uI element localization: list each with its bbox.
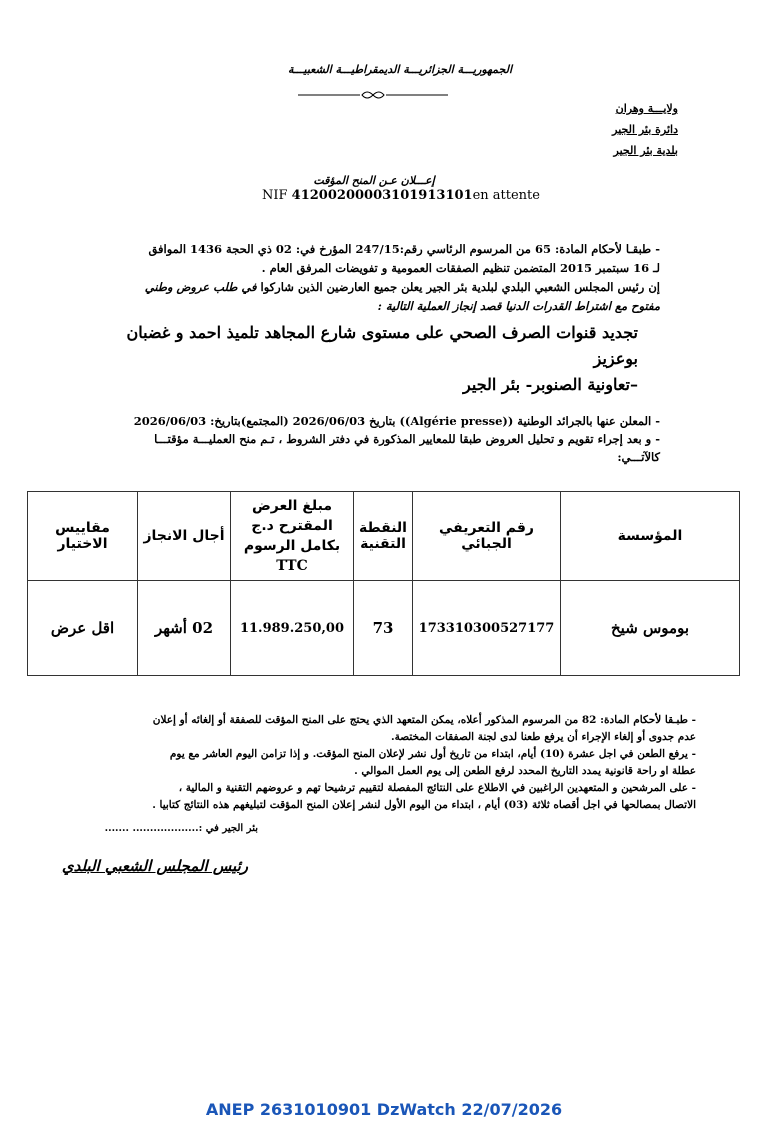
notes-section — [56, 712, 696, 814]
administrative-header — [612, 98, 678, 161]
nif-line — [262, 188, 540, 203]
announcement-paragraph — [60, 412, 660, 466]
republic-header: الجمهوريـــة الجزائريـــة الديمقراطيـــة الشعبيـــة — [287, 63, 513, 76]
announce-line-2: - و بعد إجراء تقويم و تحليل العروض طبقا للمعايير المذكورة في دفتر الشروط ، تـم منح العمليـــة مؤقتـــا — [154, 432, 660, 446]
note-1-line-1: - طبـقا لأحكام المادة: 82 من المرسوم المذكور أعلاه، يمكن المتعهد الذي يحتج على المنح المؤقت للصفقة أو إلغائه أو إعلان — [152, 714, 696, 726]
nif-number: 41200200003101913101 — [291, 188, 473, 203]
table-row — [28, 581, 740, 676]
intro-line-1: - طبقـا لأحكام المادة: 65 من المرسوم الرئاسي رقم:247/15 المؤرخ في: 02 ذي الحجة 1436 الموافق — [148, 242, 660, 256]
header-amount-ttc: TTC — [276, 558, 308, 574]
ornamental-divider — [298, 88, 448, 102]
document-title: إعـــلان عـن المنح المؤقت — [313, 174, 435, 187]
nif-prefix: NIF — [262, 188, 292, 203]
intro-line-4: مفتوح مع اشتراط القدرات الدنيا قصد إنجاز العملية التالية : — [377, 299, 660, 313]
note-1-line-2: عدم جدوى أو إلغاء الإجراء أن يرفع طعنا لدى لجنة الصفقات المختصة. — [390, 731, 696, 743]
header-tax-id: رقم التعريفي الجبائي — [413, 492, 561, 581]
project-line-1: تجديد قنوات الصرف الصحي على مستوى شارع المجاهد تلميذ احمد و غضبان بوعزيز — [126, 323, 638, 368]
cell-company: بوموس شيخ — [561, 581, 740, 676]
intro-line-3-italic: في طلب عروض وطني — [144, 280, 257, 294]
award-table — [27, 491, 740, 676]
header-amount — [231, 492, 354, 581]
place-date-line: بئر الجير في :................... ....... — [104, 823, 258, 834]
note-2-line-2: عطلة او راحة قانونية يمدد التاريخ المحدد لرفع الطعن إلى يوم العمل الموالي . — [354, 765, 696, 777]
wilaya-line: ولايـــة وهران — [615, 102, 678, 115]
intro-paragraph — [100, 240, 660, 316]
intro-line-2: لـ 16 سبتمبر 2015 المتضمن تنظيم الصفقات العمومية و تفويضات المرفق العام . — [261, 261, 660, 275]
intro-line-3 — [100, 278, 660, 297]
announce-line-3: كالآتـــي: — [617, 450, 660, 464]
note-2-line-1: - يرفع الطعن في اجل عشرة (10) أيام، ابتداء من تاريخ أول نشر لإعلان المنح المؤقت. و إذا تزامن اليوم العاشر مع يوم — [169, 748, 696, 760]
header-tech-score: النقطة التقنية — [354, 492, 413, 581]
cell-tech-score: 73 — [354, 581, 413, 676]
nif-suffix: en attente — [472, 188, 540, 203]
cell-duration: 02 أشهر — [138, 581, 231, 676]
daira-line: دائرة بئر الجير — [612, 123, 678, 136]
project-title — [118, 320, 638, 398]
header-duration: أجال الانجاز — [138, 492, 231, 581]
note-3-line-2: الاتصال بمصالحها في اجل أقصاه ثلاثة (03) أيام ، ابتداء من اليوم الأول لنشر إعلان المنح المؤقت لتبليغهم هذه النتائج كتابيا . — [152, 799, 696, 811]
signature-title: رئيس المجلس الشعبي البلدي — [61, 857, 248, 875]
cell-criteria: اقل عرض — [28, 581, 138, 676]
header-amount-label: مبلغ العرض المقترح د.ج بكامل الرسوم — [243, 498, 341, 554]
cell-amount: 11.989.250,00 — [231, 581, 354, 676]
announce-line-1: - المعلن عنها بالجرائد الوطنية ((Algérie presse)) بتاريخ 2026/06/03 (المجتمع)بتاريخ: 2026/06/03 — [133, 414, 660, 428]
header-company: المؤسسة — [561, 492, 740, 581]
award-table-header-row — [28, 492, 740, 581]
cell-tax-id: 173310300527177 — [413, 581, 561, 676]
note-3-line-1: - على المرشحين و المتعهدين الراغبين في الاطلاع على النتائج المفصلة لتقييم ترشيحا تهم و عروضهم التقنية و المالية ، — [178, 782, 696, 794]
footer-reference: ANEP 2631010901 DzWatch 22/07/2026 — [205, 1100, 563, 1119]
project-line-2: –تعاونية الصنوبر- بئر الجير — [463, 375, 638, 394]
intro-line-3-text: إن رئيس المجلس الشعبي البلدي لبلدية بئر الجير يعلن جميع العارضين الذين شاركوا — [260, 280, 660, 294]
commune-line: بلدية بئر الجير — [613, 144, 678, 157]
header-criteria: مقاييس الاختيار — [28, 492, 138, 581]
